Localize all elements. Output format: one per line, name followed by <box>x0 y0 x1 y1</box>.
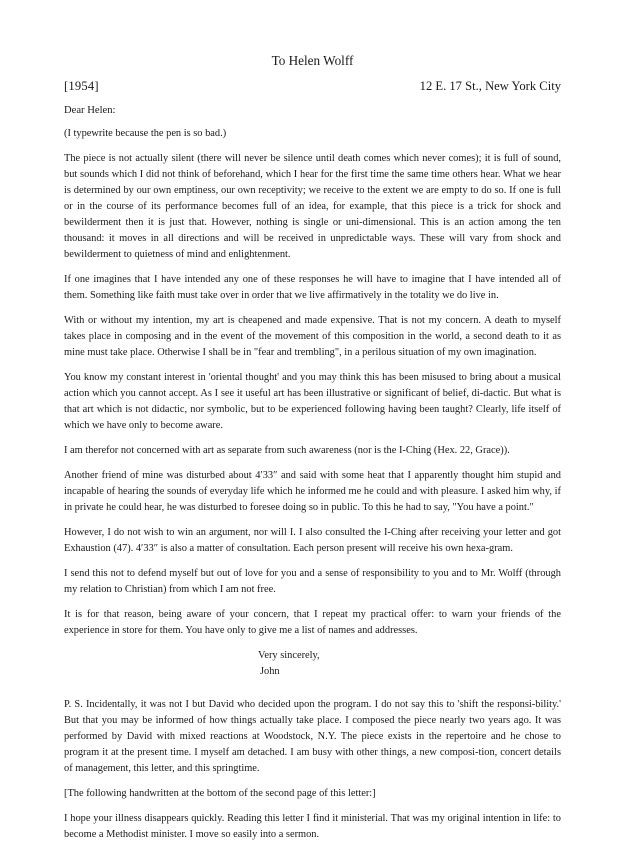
letter-title: To Helen Wolff <box>271 53 354 68</box>
body-paragraph: I send this not to defend myself but out of love for you and a sense of responsibility to you and to Mr. Wolff (through my relation to Christian) from which I am not free. <box>64 568 561 595</box>
sender-address: 12 E. 17 St., New York City <box>419 79 561 93</box>
editorial-note: [The following handwritten at the bottom of the second page of this letter:] <box>64 788 376 799</box>
greeting: Dear Helen: <box>64 105 116 116</box>
body-paragraph: You know my constant interest in 'oriental thought' and you may think this has been misused to bring about a musical action which you cannot accept. As I see it useful art has been illustrative or significant of belief, di-dactic. But what is that art which is not didactic, nor symbolic, but to be experienced following having been taught? Clearly, life itself of which we have only to become aware. <box>64 372 561 431</box>
body-paragraph: The piece is not actually silent (there will never be silence until death comes which never comes); it is full of sound, but sounds which I did not think of beforehand, which I hear for the first time the same time others hear. What we hear is determined by our own emptiness, our own receptivity; we receive to the extent we are empty to do so. If one is full or in the course of its performance becomes full of an idea, for example, that this piece is a trick for shock and bewilderment then it is just that. However, nothing is single or uni-dimensional. This is an action among the ten thousand: it moves in all directions and will be received in unpredictable ways. These will vary from shock and bewilderment to quietness of mind and enlightenment. <box>64 153 561 260</box>
signature: John <box>260 666 280 677</box>
typewrite-note: (I typewrite because the pen is so bad.) <box>64 128 227 139</box>
body-paragraph: It is for that reason, being aware of your concern, that I repeat my practical offer: to warn your friends of the experience in store for them. You have only to give me a list of names and addresses. <box>64 609 561 636</box>
body-paragraph: If one imagines that I have intended any one of these responses he will have to imagine that I have intended all of them. Something like faith must take over in order that we live affirmatively in the totality we do live in. <box>64 274 561 301</box>
handwritten-note: I hope your illness disappears quickly. Reading this letter I find it ministerial. That was my original intention in life: to become a Methodist minister. I move so easily into a sermon. <box>64 813 561 840</box>
letter-page <box>64 52 561 852</box>
body-paragraph: I am therefor not concerned with art as separate from such awareness (nor is the I-Ching (Hex. 22, Grace)). <box>64 445 510 456</box>
postscript: P. S. Incidentally, it was not I but David who decided upon the program. I do not say this to 'shift the responsi-bility.' But that you may be informed of how things actually take place. I composed the piece nearly two years ago. It was performed by David with mixed reactions at Woodstock, N.Y. The piece exists in the repertoire and he chose to program it at the present time. I myself am detached. I am busy with other things, a new composi-tion, concert details of management, this letter, and this springtime. <box>64 699 561 774</box>
letter-header <box>64 78 561 95</box>
body-paragraph: With or without my intention, my art is cheapened and made expensive. That is not my concern. A death to myself takes place in composing and in the event of the movement of this composition in the world, a second death to it as mine must take place. Otherwise I shall be in "fear and trembling", in a perilous situation of my own imagination. <box>64 315 561 358</box>
body-paragraph: Another friend of mine was disturbed about 4′33″ and said with some heat that I apparently thought him stupid and incapable of hearing the sounds of everyday life which he informed me he could and with pleasure. I asked him why, if in private he could hear, he was disturbed to foresee doing so in public. To this he had to say, "You have a point." <box>64 470 561 513</box>
signature-block <box>258 648 561 680</box>
closing: Very sincerely, <box>258 650 320 661</box>
body-paragraph: However, I do not wish to win an argument, nor will I. I also consulted the I-Ching after receiving your letter and got Exhaustion (47). 4′33″ is also a matter of consultation. Each person present will receive his own hexa-gram. <box>64 527 561 554</box>
letter-date: [1954] <box>64 79 99 93</box>
